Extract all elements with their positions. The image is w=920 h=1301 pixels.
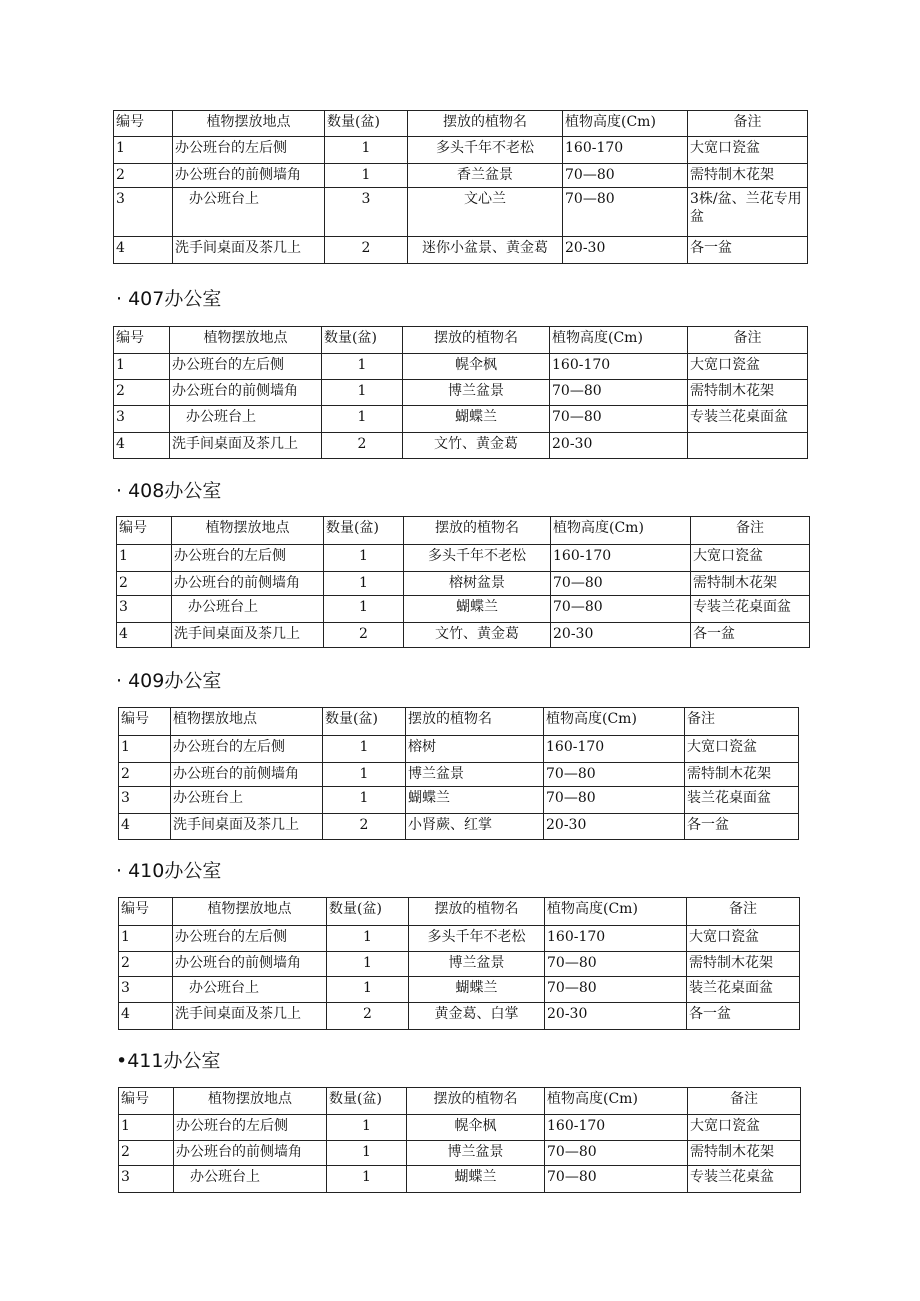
cell-quantity: 1: [327, 952, 409, 977]
table-row: [114, 433, 808, 459]
cell-quantity: 2: [325, 237, 408, 264]
cell-number: 1: [119, 736, 171, 763]
header-cell-number: 编号: [117, 517, 172, 545]
table-header-row: [117, 517, 810, 545]
cell-remark: 装兰花桌面盆: [687, 977, 800, 1003]
cell-plant-name: 蝴蝶兰: [406, 787, 544, 814]
cell-number: 2: [119, 1141, 174, 1166]
cell-location: 洗手间桌面及茶几上: [171, 814, 323, 840]
cell-quantity: 1: [327, 1115, 407, 1141]
header-cell-quantity: 数量(盆): [322, 327, 403, 354]
table-row: [117, 545, 810, 572]
cell-location: 办公班台的左后侧: [173, 926, 327, 952]
cell-location: 办公班台的前侧墙角: [173, 164, 325, 188]
cell-location: 洗手间桌面及茶几上: [172, 623, 324, 648]
cell-location: 办公班台的前侧墙角: [170, 380, 322, 406]
cell-plant-name: 博兰盆景: [403, 380, 550, 406]
header-cell-height: 植物高度(Cm): [563, 111, 688, 137]
cell-number: 2: [117, 572, 172, 596]
cell-quantity: 1: [327, 977, 409, 1003]
cell-location: 办公班台上: [170, 406, 322, 433]
table-row: [117, 572, 810, 596]
cell-quantity: 2: [323, 814, 406, 840]
cell-height: 70—80: [544, 787, 685, 814]
cell-location: 办公班台上: [174, 1166, 327, 1193]
header-cell-remark: 备注: [685, 708, 799, 736]
cell-plant-name: 多头千年不老松: [409, 926, 545, 952]
header-cell-number: 编号: [119, 898, 173, 926]
cell-remark: 各一盆: [688, 237, 808, 264]
header-cell-number: 编号: [114, 111, 173, 137]
cell-quantity: 2: [327, 1003, 409, 1030]
table-header-row: [114, 327, 808, 354]
cell-plant-name: 小肾蕨、红掌: [406, 814, 544, 840]
cell-location: 办公班台的左后侧: [171, 736, 323, 763]
header-cell-quantity: 数量(盆): [323, 708, 406, 736]
cell-height: 70—80: [563, 188, 688, 237]
table-row: [119, 1141, 801, 1166]
cell-quantity: 1: [325, 164, 408, 188]
header-cell-height: 植物高度(Cm): [550, 327, 688, 354]
header-cell-height: 植物高度(Cm): [544, 708, 685, 736]
cell-number: 2: [119, 763, 171, 787]
cell-height: 70—80: [551, 572, 691, 596]
table-row: [119, 1166, 801, 1193]
cell-height: 70—80: [545, 977, 687, 1003]
cell-quantity: 1: [323, 787, 406, 814]
office-heading: · 408办公室: [116, 480, 222, 502]
cell-number: 4: [119, 814, 171, 840]
table-row: [117, 596, 810, 623]
cell-quantity: 2: [324, 623, 404, 648]
cell-remark: 大宽口瓷盆: [688, 1115, 801, 1141]
table-row: [119, 926, 800, 952]
cell-height: 70—80: [563, 164, 688, 188]
cell-remark: [688, 433, 808, 459]
cell-remark: 各一盆: [685, 814, 799, 840]
cell-quantity: 3: [325, 188, 408, 237]
table-row: [114, 237, 808, 264]
table-header-row: [119, 1088, 801, 1115]
cell-number: 4: [114, 237, 173, 264]
cell-number: 1: [114, 354, 170, 380]
cell-remark: 需特制木花架: [688, 1141, 801, 1166]
cell-number: 4: [117, 623, 172, 648]
cell-location: 办公班台的左后侧: [174, 1115, 327, 1141]
cell-height: 20-30: [550, 433, 688, 459]
table-row: [119, 736, 799, 763]
cell-remark: 各一盆: [687, 1003, 800, 1030]
cell-plant-name: 幌伞枫: [403, 354, 550, 380]
table-row: [114, 380, 808, 406]
cell-number: 1: [117, 545, 172, 572]
office-heading: · 409办公室: [116, 670, 222, 692]
header-cell-remark: 备注: [688, 327, 808, 354]
header-cell-number: 编号: [114, 327, 170, 354]
cell-plant-name: 蝴蝶兰: [404, 596, 551, 623]
cell-plant-name: 蝴蝶兰: [407, 1166, 545, 1193]
table-row: [119, 787, 799, 814]
cell-height: 160-170: [545, 926, 687, 952]
cell-quantity: 1: [322, 380, 403, 406]
cell-number: 1: [114, 137, 173, 164]
cell-plant-name: 蝴蝶兰: [409, 977, 545, 1003]
office-heading: · 407办公室: [116, 288, 222, 310]
cell-plant-name: 多头千年不老松: [404, 545, 551, 572]
cell-location: 办公班台的左后侧: [172, 545, 324, 572]
header-cell-location: 植物摆放地点: [174, 1088, 327, 1115]
cell-plant-name: 迷你小盆景、黄金葛: [408, 237, 563, 264]
cell-remark: 大宽口瓷盆: [687, 926, 800, 952]
cell-quantity: 1: [323, 763, 406, 787]
header-cell-location: 植物摆放地点: [171, 708, 323, 736]
cell-location: 办公班台的前侧墙角: [171, 763, 323, 787]
cell-location: 办公班台上: [171, 787, 323, 814]
cell-plant-name: 黄金葛、白掌: [409, 1003, 545, 1030]
cell-remark: 专装兰花桌面盆: [688, 406, 808, 433]
header-cell-location: 植物摆放地点: [170, 327, 322, 354]
cell-height: 70—80: [545, 952, 687, 977]
table-row: [119, 1003, 800, 1030]
table-row: [119, 814, 799, 840]
cell-remark: 专装兰花桌盆: [688, 1166, 801, 1193]
cell-plant-name: 文竹、黄金葛: [403, 433, 550, 459]
cell-quantity: 1: [327, 1141, 407, 1166]
plant-table: [118, 707, 799, 840]
cell-number: 3: [114, 188, 173, 237]
cell-plant-name: 博兰盆景: [406, 763, 544, 787]
office-heading: · 410办公室: [116, 860, 222, 882]
cell-quantity: 1: [322, 406, 403, 433]
cell-quantity: 1: [327, 1166, 407, 1193]
table-row: [119, 952, 800, 977]
cell-remark: 专装兰花桌面盆: [691, 596, 810, 623]
header-cell-location: 植物摆放地点: [173, 898, 327, 926]
cell-location: 办公班台上: [173, 977, 327, 1003]
header-cell-plant-name: 摆放的植物名: [406, 708, 544, 736]
cell-location: 洗手间桌面及茶几上: [173, 1003, 327, 1030]
cell-number: 3: [119, 787, 171, 814]
cell-remark: 需特制木花架: [685, 763, 799, 787]
cell-quantity: 1: [325, 137, 408, 164]
cell-remark: 需特制木花架: [688, 380, 808, 406]
plant-table: [116, 516, 810, 648]
cell-height: 160-170: [551, 545, 691, 572]
header-cell-remark: 备注: [688, 1088, 801, 1115]
cell-plant-name: 文竹、黄金葛: [404, 623, 551, 648]
table-row: [114, 406, 808, 433]
cell-location: 洗手间桌面及茶几上: [173, 237, 325, 264]
cell-height: 70—80: [544, 763, 685, 787]
cell-location: 办公班台的前侧墙角: [174, 1141, 327, 1166]
cell-number: 3: [119, 977, 173, 1003]
header-cell-remark: 备注: [688, 111, 808, 137]
cell-number: 2: [114, 164, 173, 188]
cell-remark: 需特制木花架: [687, 952, 800, 977]
cell-quantity: 1: [322, 354, 403, 380]
table-row: [119, 977, 800, 1003]
cell-plant-name: 香兰盆景: [408, 164, 563, 188]
cell-number: 4: [119, 1003, 173, 1030]
cell-height: 70—80: [550, 406, 688, 433]
table-header-row: [119, 708, 799, 736]
cell-number: 3: [119, 1166, 174, 1193]
table-row: [114, 188, 808, 237]
cell-number: 3: [114, 406, 170, 433]
cell-plant-name: 博兰盆景: [407, 1141, 545, 1166]
cell-height: 70—80: [545, 1166, 688, 1193]
cell-quantity: 1: [324, 596, 404, 623]
cell-plant-name: 榕树盆景: [404, 572, 551, 596]
cell-height: 70—80: [550, 380, 688, 406]
cell-plant-name: 文心兰: [408, 188, 563, 237]
header-cell-number: 编号: [119, 1088, 174, 1115]
cell-quantity: 1: [323, 736, 406, 763]
header-cell-height: 植物高度(Cm): [545, 898, 687, 926]
cell-number: 2: [119, 952, 173, 977]
cell-location: 洗手间桌面及茶几上: [170, 433, 322, 459]
cell-plant-name: 博兰盆景: [409, 952, 545, 977]
cell-remark: 需特制木花架: [688, 164, 808, 188]
table-row: [119, 763, 799, 787]
cell-quantity: 1: [327, 926, 409, 952]
cell-remark: 大宽口瓷盆: [685, 736, 799, 763]
cell-height: 160-170: [550, 354, 688, 380]
cell-height: 20-30: [545, 1003, 687, 1030]
cell-plant-name: 幌伞枫: [407, 1115, 545, 1141]
header-cell-plant-name: 摆放的植物名: [404, 517, 551, 545]
cell-number: 2: [114, 380, 170, 406]
table-row: [114, 137, 808, 164]
header-cell-location: 植物摆放地点: [173, 111, 325, 137]
header-cell-location: 植物摆放地点: [172, 517, 324, 545]
table-row: [117, 623, 810, 648]
cell-number: 3: [117, 596, 172, 623]
cell-height: 20-30: [551, 623, 691, 648]
cell-height: 160-170: [563, 137, 688, 164]
header-cell-quantity: 数量(盆): [325, 111, 408, 137]
cell-remark: 需特制木花架: [691, 572, 810, 596]
cell-plant-name: 榕树: [406, 736, 544, 763]
header-cell-height: 植物高度(Cm): [551, 517, 691, 545]
cell-location: 办公班台上: [173, 188, 325, 237]
cell-remark: 各一盆: [691, 623, 810, 648]
cell-number: 1: [119, 1115, 174, 1141]
header-cell-quantity: 数量(盆): [324, 517, 404, 545]
header-cell-quantity: 数量(盆): [327, 898, 409, 926]
cell-location: 办公班台的前侧墙角: [173, 952, 327, 977]
header-cell-remark: 备注: [691, 517, 810, 545]
header-cell-quantity: 数量(盆): [327, 1088, 407, 1115]
plant-table: [118, 1087, 801, 1193]
cell-height: 160-170: [544, 736, 685, 763]
table-row: [114, 164, 808, 188]
table-header-row: [114, 111, 808, 137]
header-cell-plant-name: 摆放的植物名: [403, 327, 550, 354]
cell-remark: 大宽口瓷盆: [691, 545, 810, 572]
cell-height: 20-30: [544, 814, 685, 840]
header-cell-remark: 备注: [687, 898, 800, 926]
cell-height: 20-30: [563, 237, 688, 264]
cell-plant-name: 蝴蝶兰: [403, 406, 550, 433]
table-row: [119, 1115, 801, 1141]
cell-number: 1: [119, 926, 173, 952]
cell-plant-name: 多头千年不老松: [408, 137, 563, 164]
cell-remark: 大宽口瓷盆: [688, 137, 808, 164]
cell-remark: 大宽口瓷盆: [688, 354, 808, 380]
cell-number: 4: [114, 433, 170, 459]
cell-quantity: 1: [324, 545, 404, 572]
header-cell-plant-name: 摆放的植物名: [408, 111, 563, 137]
cell-remark: 3株/盆、兰花专用盆: [688, 188, 808, 237]
header-cell-plant-name: 摆放的植物名: [407, 1088, 545, 1115]
cell-location: 办公班台上: [172, 596, 324, 623]
plant-table: [113, 110, 808, 264]
cell-height: 70—80: [551, 596, 691, 623]
header-cell-plant-name: 摆放的植物名: [409, 898, 545, 926]
cell-location: 办公班台的左后侧: [170, 354, 322, 380]
plant-table: [118, 897, 800, 1030]
cell-location: 办公班台的左后侧: [173, 137, 325, 164]
plant-table: [113, 326, 808, 459]
cell-height: 70—80: [545, 1141, 688, 1166]
header-cell-height: 植物高度(Cm): [545, 1088, 688, 1115]
header-cell-number: 编号: [119, 708, 171, 736]
cell-remark: 装兰花桌面盆: [685, 787, 799, 814]
table-row: [114, 354, 808, 380]
office-heading: •411办公室: [116, 1050, 221, 1072]
cell-height: 160-170: [545, 1115, 688, 1141]
cell-location: 办公班台的前侧墙角: [172, 572, 324, 596]
cell-quantity: 2: [322, 433, 403, 459]
cell-quantity: 1: [324, 572, 404, 596]
table-header-row: [119, 898, 800, 926]
